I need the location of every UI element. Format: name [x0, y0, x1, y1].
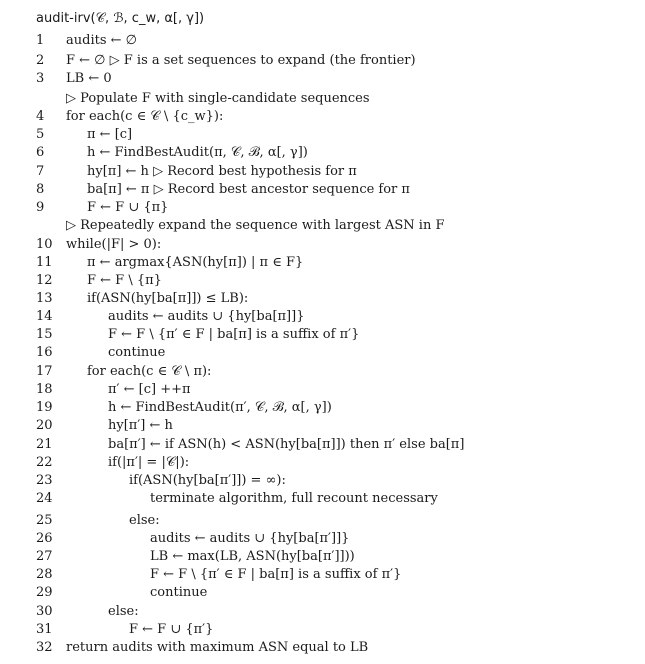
line-number: 26 [36, 531, 53, 546]
line-code: if(ASN(hy[ba[π′]]) = ∞): [129, 473, 286, 488]
line-code: for each(c ∈ 𝒞 \ π): [87, 364, 212, 379]
line-number: 2 [36, 53, 45, 68]
line-number: 13 [36, 291, 53, 306]
line-number: 24 [36, 491, 53, 506]
line-code: terminate algorithm, full recount necessary [150, 491, 438, 506]
line-code: π ← argmax{ASN(hy[π]) | π ∈ F} [87, 255, 304, 270]
line-number: 14 [36, 309, 53, 324]
algorithm-header: audit-irv(𝒞, ℬ, c_w, α[, γ]) [36, 11, 205, 26]
line-number: 6 [36, 145, 45, 160]
line-number: 17 [36, 364, 53, 379]
line-number: 12 [36, 273, 53, 288]
line-code: ba[π′] ← if ASN(h) < ASN(hy[ba[π]]) then π′ else ba[π] [108, 437, 465, 452]
line-number: 20 [36, 418, 53, 433]
line-code: ▷ Populate F with single-candidate sequences [66, 91, 370, 106]
line-code: F ← ∅ ▷ F is a set sequences to expand (the frontier) [66, 53, 416, 68]
line-code: h ← FindBestAudit(π, 𝒞, ℬ, α[, γ]) [87, 145, 308, 160]
line-code: F ← F \ {π′ ∈ F | ba[π] is a suffix of π′} [150, 567, 402, 582]
line-number: 23 [36, 473, 53, 488]
line-number: 11 [36, 255, 53, 270]
line-number: 30 [36, 604, 53, 619]
line-code: h ← FindBestAudit(π′, 𝒞, ℬ, α[, γ]) [108, 400, 332, 415]
line-code: π′ ← [c] ++π [108, 382, 191, 397]
line-code: continue [108, 345, 166, 360]
line-code: π ← [c] [87, 127, 133, 142]
line-code: while(|F| > 0): [66, 237, 162, 252]
line-number: 1 [36, 33, 45, 48]
line-number: 4 [36, 109, 45, 124]
line-number: 8 [36, 182, 45, 197]
line-number: 5 [36, 127, 45, 142]
line-code: F ← F \ {π} [87, 273, 162, 288]
line-code: audits ← audits ∪ {hy[ba[π′]]} [150, 531, 350, 546]
line-code: continue [150, 585, 208, 600]
line-code: else: [108, 604, 139, 619]
line-code: if(|π′| = |𝒞|): [108, 455, 190, 470]
line-code: F ← F ∪ {π} [87, 200, 169, 215]
line-number: 18 [36, 382, 53, 397]
line-number: 19 [36, 400, 53, 415]
line-number: 22 [36, 455, 53, 470]
line-code: ba[π] ← π ▷ Record best ancestor sequence for π [87, 182, 410, 197]
line-number: 9 [36, 200, 45, 215]
line-number: 31 [36, 622, 53, 637]
line-number: 32 [36, 640, 53, 655]
line-number: 7 [36, 164, 45, 179]
line-number: 15 [36, 327, 53, 342]
line-code: audits ← ∅ [66, 33, 137, 48]
line-number: 28 [36, 567, 53, 582]
line-code: return audits with maximum ASN equal to LB [66, 640, 369, 655]
line-code: else: [129, 513, 160, 528]
line-code: for each(c ∈ 𝒞 \ {c_w}): [66, 109, 224, 124]
line-number: 21 [36, 437, 53, 452]
line-code: LB ← max(LB, ASN(hy[ba[π′]])) [150, 549, 355, 564]
line-code: ▷ Repeatedly expand the sequence with largest ASN in F [66, 218, 445, 233]
line-number: 25 [36, 513, 53, 528]
line-number: 16 [36, 345, 53, 360]
line-number: 3 [36, 71, 45, 86]
line-code: F ← F ∪ {π′} [129, 622, 214, 637]
line-code: LB ← 0 [66, 71, 112, 86]
line-code: hy[π′] ← h [108, 418, 173, 433]
line-code: F ← F \ {π′ ∈ F | ba[π] is a suffix of π′} [108, 327, 360, 342]
line-number: 27 [36, 549, 53, 564]
line-code: if(ASN(hy[ba[π]]) ≤ LB): [87, 291, 249, 306]
line-number: 29 [36, 585, 53, 600]
line-code: hy[π] ← h ▷ Record best hypothesis for π [87, 164, 357, 179]
line-number: 10 [36, 237, 53, 252]
line-code: audits ← audits ∪ {hy[ba[π]]} [108, 309, 305, 324]
